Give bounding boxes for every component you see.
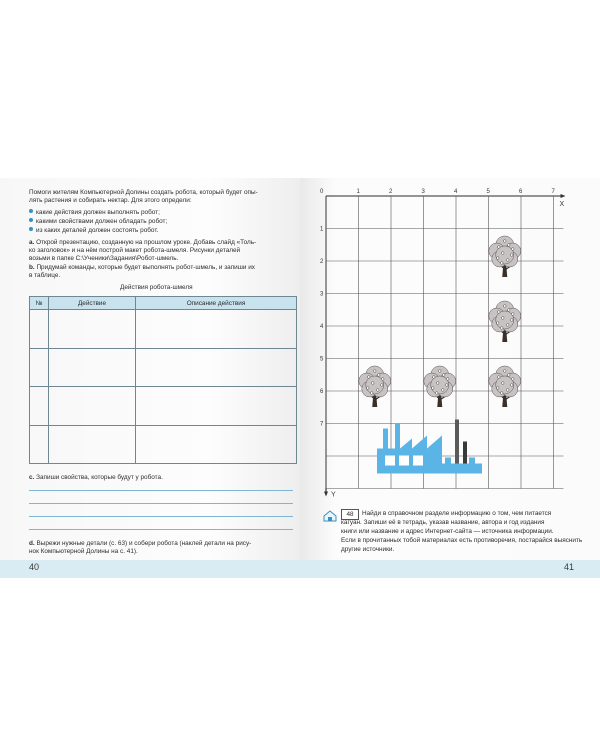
tree-blossom <box>367 376 370 379</box>
task-d-line-2: нок Компьютерной Долины на с. 41). <box>29 548 138 555</box>
tree-blossom <box>503 305 506 308</box>
task-48-line-3: книги или название и адрес Интернет-сайта — источника информации. <box>341 528 554 535</box>
task-a-letter: a. <box>29 239 35 246</box>
y-tick-label: 1 <box>320 226 324 233</box>
tree-blossom <box>380 384 383 387</box>
table-cell[interactable] <box>49 348 136 387</box>
bullet-item <box>29 209 160 217</box>
tree-blossom <box>501 317 504 320</box>
tree-blossom <box>500 392 503 395</box>
tree-blossom <box>442 374 445 377</box>
table-cell[interactable] <box>30 348 49 387</box>
x-tick-label: 7 <box>551 189 555 195</box>
tree-icon <box>489 366 521 407</box>
factory-icon <box>377 420 482 474</box>
tree-blossom <box>432 376 435 379</box>
y-tick-label: 2 <box>320 259 324 265</box>
tree-blossom <box>501 382 504 385</box>
task-48-line-2: кагуан. Запиши её в тетрадь, указав название, автора и год издания <box>341 519 545 526</box>
table-cell[interactable] <box>30 387 49 426</box>
y-tick-label: 4 <box>320 324 324 330</box>
table-cell[interactable] <box>136 425 297 464</box>
table-cell[interactable] <box>49 425 136 464</box>
factory-annex-roof <box>469 458 475 464</box>
y-tick-label: 6 <box>320 389 324 395</box>
table-header-row <box>30 297 297 310</box>
tree-blossom <box>496 257 499 260</box>
task-b-line-1 <box>29 264 255 272</box>
origin-label: 0 <box>320 189 324 195</box>
tree-blossom <box>438 370 441 373</box>
table-cell[interactable] <box>30 310 49 349</box>
x-tick-label: 2 <box>389 189 393 195</box>
tree-blossom <box>371 382 374 385</box>
factory-window <box>413 456 423 466</box>
tree-blossom <box>435 392 438 395</box>
table-row[interactable] <box>30 348 297 387</box>
table-row[interactable] <box>30 310 297 349</box>
tree-blossom <box>507 309 510 312</box>
task-a-line-3: возьми в папке С:\Ученики\Задания\Робот-шмель. <box>29 255 179 262</box>
y-axis-label: Y <box>331 491 336 499</box>
x-tick-label: 4 <box>454 189 458 195</box>
x-axis-arrow <box>561 194 566 198</box>
tree-blossom <box>377 374 380 377</box>
table-header-number: № <box>30 297 49 310</box>
task-c-line <box>29 474 163 482</box>
table-cell[interactable] <box>136 348 297 387</box>
tree-blossom <box>511 378 514 381</box>
intro-line-2: лять растения и собирать нектар. Для этого определи: <box>29 197 192 204</box>
factory-chimney <box>463 442 467 464</box>
y-tick-label: 3 <box>320 291 324 298</box>
x-tick-label: 1 <box>356 189 360 195</box>
tree-blossom <box>497 246 500 249</box>
x-tick-label: 6 <box>519 189 523 195</box>
table-header-description: Описание действия <box>136 297 297 310</box>
tree-icon <box>359 366 391 407</box>
actions-table <box>29 296 297 464</box>
factory-building <box>377 424 442 474</box>
tree-blossom <box>373 370 376 373</box>
tree-blossom <box>436 382 439 385</box>
factory-chimney <box>455 420 459 464</box>
y-tick-label: 7 <box>320 421 324 428</box>
task-c-text: Запиши свойства, которые будут у робота. <box>36 474 163 481</box>
task-b-line-2: в таблице. <box>29 272 61 279</box>
page-number-right: 41 <box>564 562 575 572</box>
tree-icon <box>489 301 521 342</box>
tree-blossom <box>431 387 434 390</box>
tree-blossom <box>500 262 503 265</box>
tree-blossom <box>497 311 500 314</box>
factory-annex <box>442 464 482 474</box>
table-cell[interactable] <box>136 310 297 349</box>
bullet-item <box>29 227 158 235</box>
table-cell[interactable] <box>49 310 136 349</box>
table-cell[interactable] <box>136 387 297 426</box>
tree-blossom <box>510 254 513 257</box>
bullet-text: какие действия должен выполнять робот; <box>36 209 160 216</box>
tree-blossom <box>506 389 509 392</box>
tree-blossom <box>506 324 509 327</box>
table-cell[interactable] <box>49 387 136 426</box>
task-b-letter: b. <box>29 264 35 271</box>
table-title: Действия робота-шмеля <box>120 284 193 291</box>
tree-blossom <box>496 387 499 390</box>
tree-icon <box>424 366 456 407</box>
bullet-icon <box>29 209 33 213</box>
tree-blossom <box>441 389 444 392</box>
x-tick-label: 5 <box>486 189 490 195</box>
footer-band <box>0 560 600 578</box>
bullet-text: из каких деталей должен состоять робот. <box>36 227 159 234</box>
writing-line[interactable] <box>29 503 293 504</box>
factory-window <box>399 456 409 466</box>
task-a-line-2: ко заголовок» и на нём построй макет робота-шмеля. Рисунки деталей <box>29 247 241 254</box>
tree-blossom <box>446 378 449 381</box>
tree-blossom <box>500 327 503 330</box>
table-row[interactable] <box>30 425 297 464</box>
tree-blossom <box>510 384 513 387</box>
tree-icon <box>489 236 521 277</box>
writing-line[interactable] <box>29 490 293 491</box>
tree-blossom <box>507 374 510 377</box>
task-d-text: Вырежи нужные детали (с. 63) и собери робота (наклей детали на рису- <box>36 540 252 547</box>
bullet-text: какими свойствами должен обладать робот; <box>36 218 168 225</box>
task-a-text: Открой презентацию, созданную на прошлом уроке. Добавь слайд «Толь- <box>36 239 257 246</box>
task-48-line-4: Если в прочитанных тобой материалах есть противоречия, постарайся выяснить <box>341 537 583 544</box>
grid-lines <box>324 194 566 497</box>
tree-blossom <box>370 392 373 395</box>
x-axis-label: X <box>559 201 565 208</box>
y-tick-label: 5 <box>320 356 324 363</box>
table-header-action: Действие <box>49 297 136 310</box>
task-d-letter: d. <box>29 540 35 547</box>
tree-blossom <box>510 319 513 322</box>
tree-blossom <box>445 384 448 387</box>
task-48-line-5: другие источники. <box>341 546 395 553</box>
trees <box>359 236 521 407</box>
task-number-badge: 48 <box>341 509 359 520</box>
intro-line-1: Помоги жителям Компьютерной Долины создать робота, который будет опы- <box>29 189 258 196</box>
tree-blossom <box>511 248 514 251</box>
task-b-text: Придумай команды, которые будет выполнять робот-шмель, и запиши их <box>36 264 255 271</box>
tree-blossom <box>381 378 384 381</box>
tree-blossom <box>497 376 500 379</box>
tree-blossom <box>376 389 379 392</box>
task-48-line-1: Найди в справочном разделе информацию о том, чем питается <box>362 510 552 517</box>
bullet-icon <box>29 218 33 222</box>
writing-line[interactable] <box>29 529 293 530</box>
writing-line[interactable] <box>29 516 293 517</box>
coordinate-grid <box>312 182 582 502</box>
tree-blossom <box>496 322 499 325</box>
table-row[interactable] <box>30 387 297 426</box>
tree-blossom <box>507 244 510 247</box>
bullet-item <box>29 218 167 226</box>
tree-blossom <box>503 370 506 373</box>
table-cell[interactable] <box>30 425 49 464</box>
tree-blossom <box>366 387 369 390</box>
factory-annex-roof <box>445 458 451 464</box>
factory-window <box>385 456 395 466</box>
house-task-icon <box>323 510 337 522</box>
tree-blossom <box>506 259 509 262</box>
page-number-left: 40 <box>29 562 40 572</box>
tree-blossom <box>501 252 504 255</box>
bullet-icon <box>29 227 33 231</box>
x-tick-label: 3 <box>421 189 425 195</box>
task-c-letter: c. <box>29 474 35 481</box>
tree-blossom <box>511 313 514 316</box>
tree-blossom <box>503 240 506 243</box>
